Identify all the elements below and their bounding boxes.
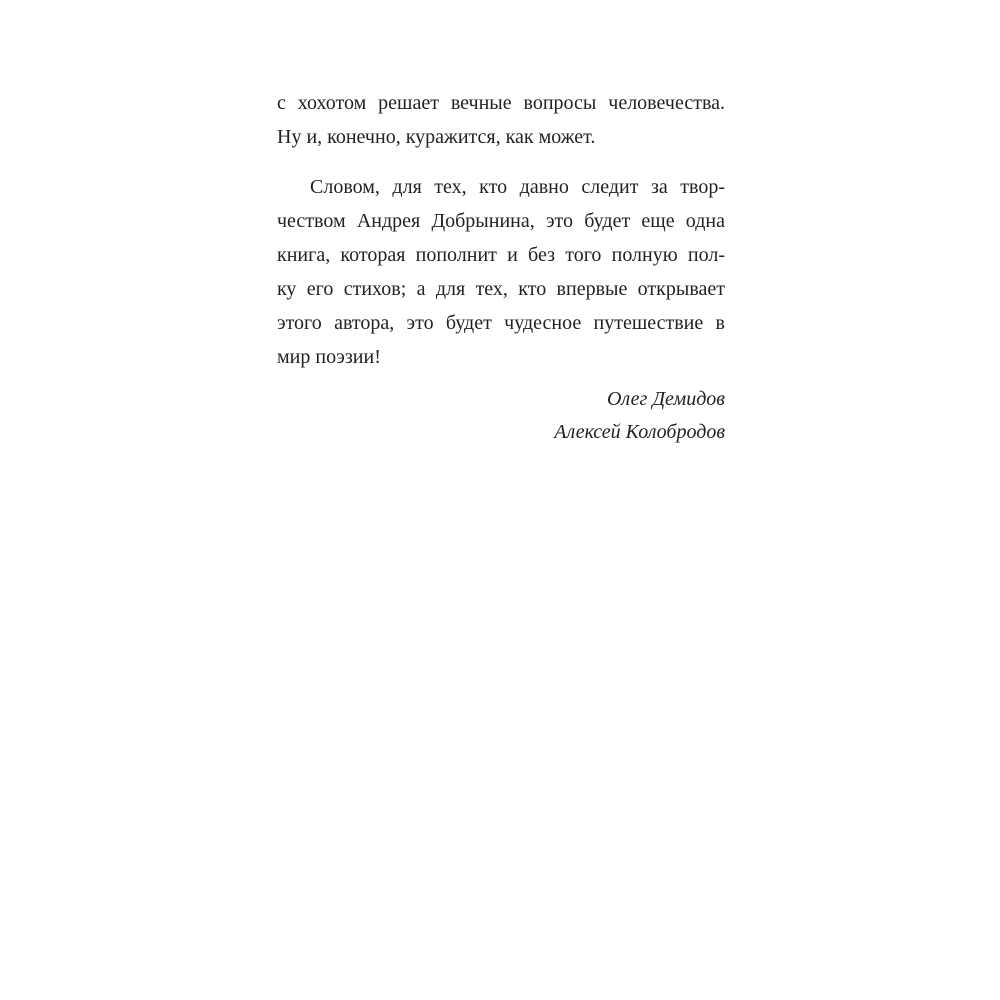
text-line: книга, которая пополнит и без того полную пол- — [277, 244, 725, 266]
text-line: ку его стихов; а для тех, кто впервые открывает — [277, 278, 725, 300]
text-line: мир поэзии! — [277, 346, 381, 368]
text-line: с хохотом решает вечные вопросы человечества. — [277, 92, 725, 114]
text-line: Ну и, конечно, куражится, как может. — [277, 126, 596, 148]
author-signature: Олег Демидов — [606, 388, 725, 410]
signature-block — [277, 383, 725, 449]
paragraph — [277, 170, 725, 374]
paragraph-gap — [277, 154, 725, 170]
text-line: этого автора, это будет чудесное путешествие в — [277, 312, 725, 334]
author-signature: Алексей Колобродов — [554, 421, 725, 443]
body-text — [277, 86, 725, 374]
text-line: Словом, для тех, кто давно следит за твор- — [310, 176, 725, 198]
paragraph — [277, 86, 725, 154]
text-line: чеством Андрея Добрынина, это будет еще одна — [277, 210, 725, 232]
